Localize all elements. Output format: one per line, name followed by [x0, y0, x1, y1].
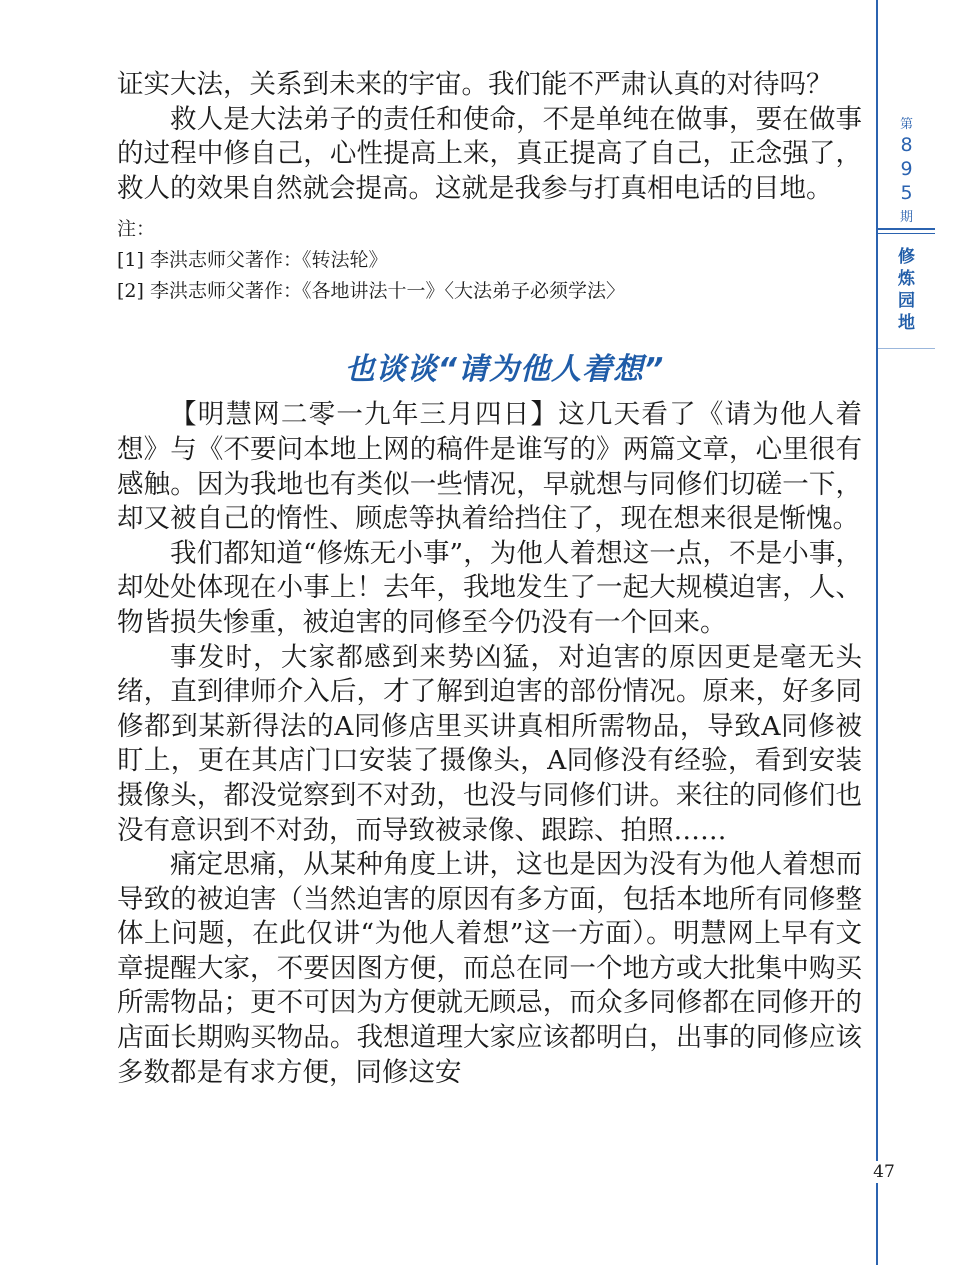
article-title: 也谈谈“请为他人着想”: [344, 352, 665, 388]
notes: [117, 214, 862, 307]
continuation-paragraph-1: 证实大法，关系到未来的宇宙。我们能不严肃认真的对待吗？: [117, 69, 833, 100]
issue-prefix: 第: [899, 117, 913, 132]
article-paragraph-2: 我们都知道“修炼无小事”，为他人着想这一点，不是小事，却处处体现在小事上！去年，我地发生了一起大规模迫害，人、物皆损失惨重，被迫害的同修至今仍没有一个回来。: [117, 537, 862, 638]
sidebar-panel: [878, 0, 935, 349]
issue-digit-3: 5: [900, 182, 913, 204]
sidebar-rule-lower: [876, 1205, 878, 1265]
issue-suffix: 期: [899, 210, 913, 225]
article-paragraph-1: 【明慧网二零一九年三月四日】这几天看了《请为他人着想》与《不要问本地上网的稿件是谁写的》两篇文章，心里很有感触。因为我地也有类似一些情况，早就想与同修们切磋一下，却又被自己的惰性、顾虑等执着给挡住了，现在想来很是惭愧。: [117, 399, 862, 535]
article-paragraph-4: 痛定思痛，从某种角度上讲，这也是因为没有为他人着想而导致的被迫害（当然迫害的原因有多方面，包括本地所有同修整体上问题，在此仅讲“为他人着想”这一方面）。明慧网上早有文章提醒大家，不要因图方便，而总在同一个地方或大批集中购买所需物品；更不可因为方便就无顾忌，而众多同修都在同修开的店面长期购买物品。我想道理大家应该都明白，出事的同修应该多数都是有求方便，同修这安: [117, 849, 862, 1088]
issue-box: [878, 0, 935, 230]
issue-digit-2: 9: [900, 158, 913, 180]
note-item-2: [2] 李洪志师父著作：《各地讲法十一》〈大法弟子必须学法〉: [117, 280, 625, 303]
page-number: 47: [869, 1161, 899, 1183]
continuation-paragraph-2: 救人是大法弟子的责任和使命，不是单纯在做事，要在做事的过程中修自己，心性提高上来，真正提高了自己，正念强了，救人的效果自然就会提高。这就是我参与打真相电话的目地。: [117, 103, 862, 204]
article-paragraph-3: 事发时，大家都感到来势凶猛，对迫害的原因更是毫无头绪，直到律师介入后，才了解到迫害的部份情况。原来，好多同修都到某新得法的A同修店里买讲真相所需物品，导致A同修被盯上，更在其店门口安装了摄像头，A同修没有经验，看到安装摄像头，都没觉察到不对劲，也没与同修们讲。来往的同修们也没有意识到不对劲，而导致被录像、跟踪、拍照……: [117, 641, 862, 846]
notes-heading: 注：: [117, 218, 156, 241]
section-char-3: 园: [898, 291, 915, 311]
issue-digit-1: 8: [900, 134, 913, 156]
section-char-4: 地: [898, 313, 915, 333]
note-item-1: [1] 李洪志师父著作：《转法轮》: [117, 249, 388, 272]
section-char-1: 修: [898, 247, 915, 267]
main-text-column: [117, 68, 862, 1090]
section-char-2: 炼: [898, 269, 915, 289]
